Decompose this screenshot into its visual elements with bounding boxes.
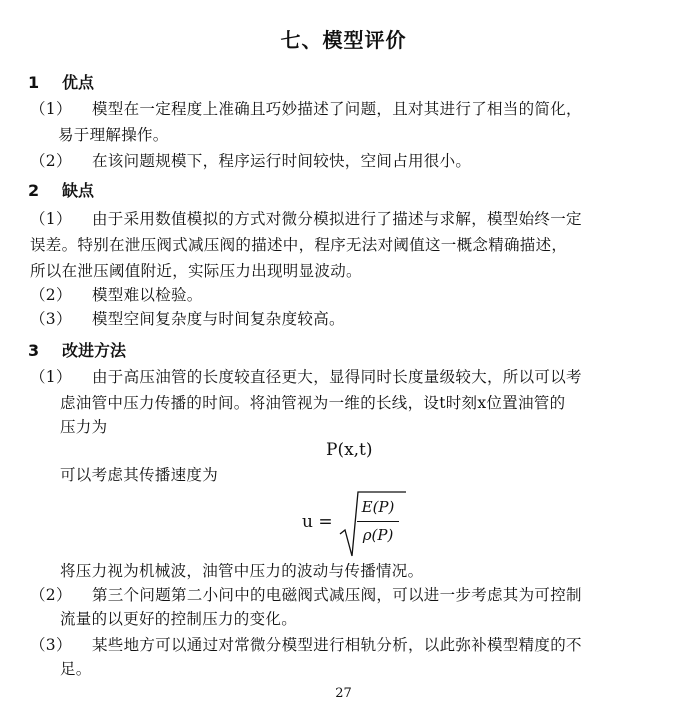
heading-text: 缺点 [62, 181, 95, 200]
paragraph-line [60, 558, 423, 584]
heading-text: 优点 [62, 73, 95, 92]
item-line: 将压力视为机械波，油管中压力的波动与传播情况。 [60, 562, 424, 580]
list-item-continuation [30, 258, 362, 284]
list-item-continuation [60, 606, 297, 632]
item-label: （1） [30, 368, 72, 386]
list-item-continuation [60, 390, 565, 416]
list-item [30, 282, 203, 308]
item-label: （2） [30, 586, 72, 604]
section-title: 七、模型评价 [280, 28, 407, 52]
heading-text: 改进方法 [62, 341, 127, 360]
heading-number: 2 [28, 181, 40, 200]
item-label: （2） [30, 286, 72, 304]
item-label: （2） [30, 152, 72, 170]
item-label: （3） [30, 310, 72, 328]
item-line: 所以在泄压阈值附近，实际压力出现明显波动。 [30, 262, 362, 280]
heading-number: 3 [28, 341, 40, 360]
list-item [30, 632, 582, 658]
heading-improvements [28, 338, 126, 361]
item-line: 模型在一定程度上准确且巧妙描述了问题，且对其进行了相当的简化， [92, 100, 582, 118]
list-item [30, 306, 345, 332]
list-item-continuation [30, 232, 567, 258]
list-item-continuation [60, 414, 107, 440]
item-line: 压力为 [60, 418, 108, 436]
item-line: 可以考虑其传播速度为 [60, 466, 219, 484]
item-line: 第三个问题第二小问中的电磁阀式减压阀，可以进一步考虑其为可控制 [92, 586, 582, 604]
item-line: 某些地方可以通过对常微分模型进行相轨分析，以此弥补模型精度的不 [92, 636, 582, 654]
heading-disadvantages [28, 178, 94, 201]
list-item [30, 364, 582, 390]
item-line: 模型空间复杂度与时间复杂度较高。 [92, 310, 345, 328]
list-item-continuation [60, 656, 92, 682]
item-label: （1） [30, 210, 72, 228]
list-item [30, 148, 471, 174]
item-line: 误差。特别在泄压阀式减压阀的描述中，程序无法对阈值这一概念精确描述， [30, 236, 568, 254]
item-line: 在该问题规模下，程序运行时间较快，空间占用很小。 [92, 152, 472, 170]
item-label: （1） [30, 100, 72, 118]
item-line: 由于采用数值模拟的方式对微分模拟进行了描述与求解，模型始终一定 [92, 210, 582, 228]
paragraph-line [60, 462, 218, 488]
heading-number: 1 [28, 73, 40, 92]
page-number: 27 [335, 686, 352, 701]
formula-lhs: u = [302, 512, 333, 532]
item-line: 易于理解操作。 [58, 126, 169, 144]
item-line: 流量的以更好的控制压力的变化。 [60, 610, 298, 628]
heading-advantages [28, 70, 94, 93]
formula-pressure: P(x,t) [326, 440, 373, 460]
list-item [30, 582, 582, 608]
formula-denominator: ρ(P) [362, 526, 394, 544]
item-line: 足。 [60, 660, 92, 678]
fraction-bar [357, 521, 399, 522]
list-item-continuation [58, 122, 169, 148]
list-item [30, 96, 582, 122]
list-item [30, 206, 582, 232]
item-line: 由于高压油管的长度较直径更大，显得同时长度量级较大，所以可以考 [92, 368, 582, 386]
item-line: 虑油管中压力传播的时间。将油管视为一维的长线，设t时刻x位置油管的 [60, 394, 566, 412]
formula-speed [302, 490, 422, 560]
formula-numerator: E(P) [361, 498, 395, 516]
item-line: 模型难以检验。 [92, 286, 203, 304]
item-label: （3） [30, 636, 72, 654]
